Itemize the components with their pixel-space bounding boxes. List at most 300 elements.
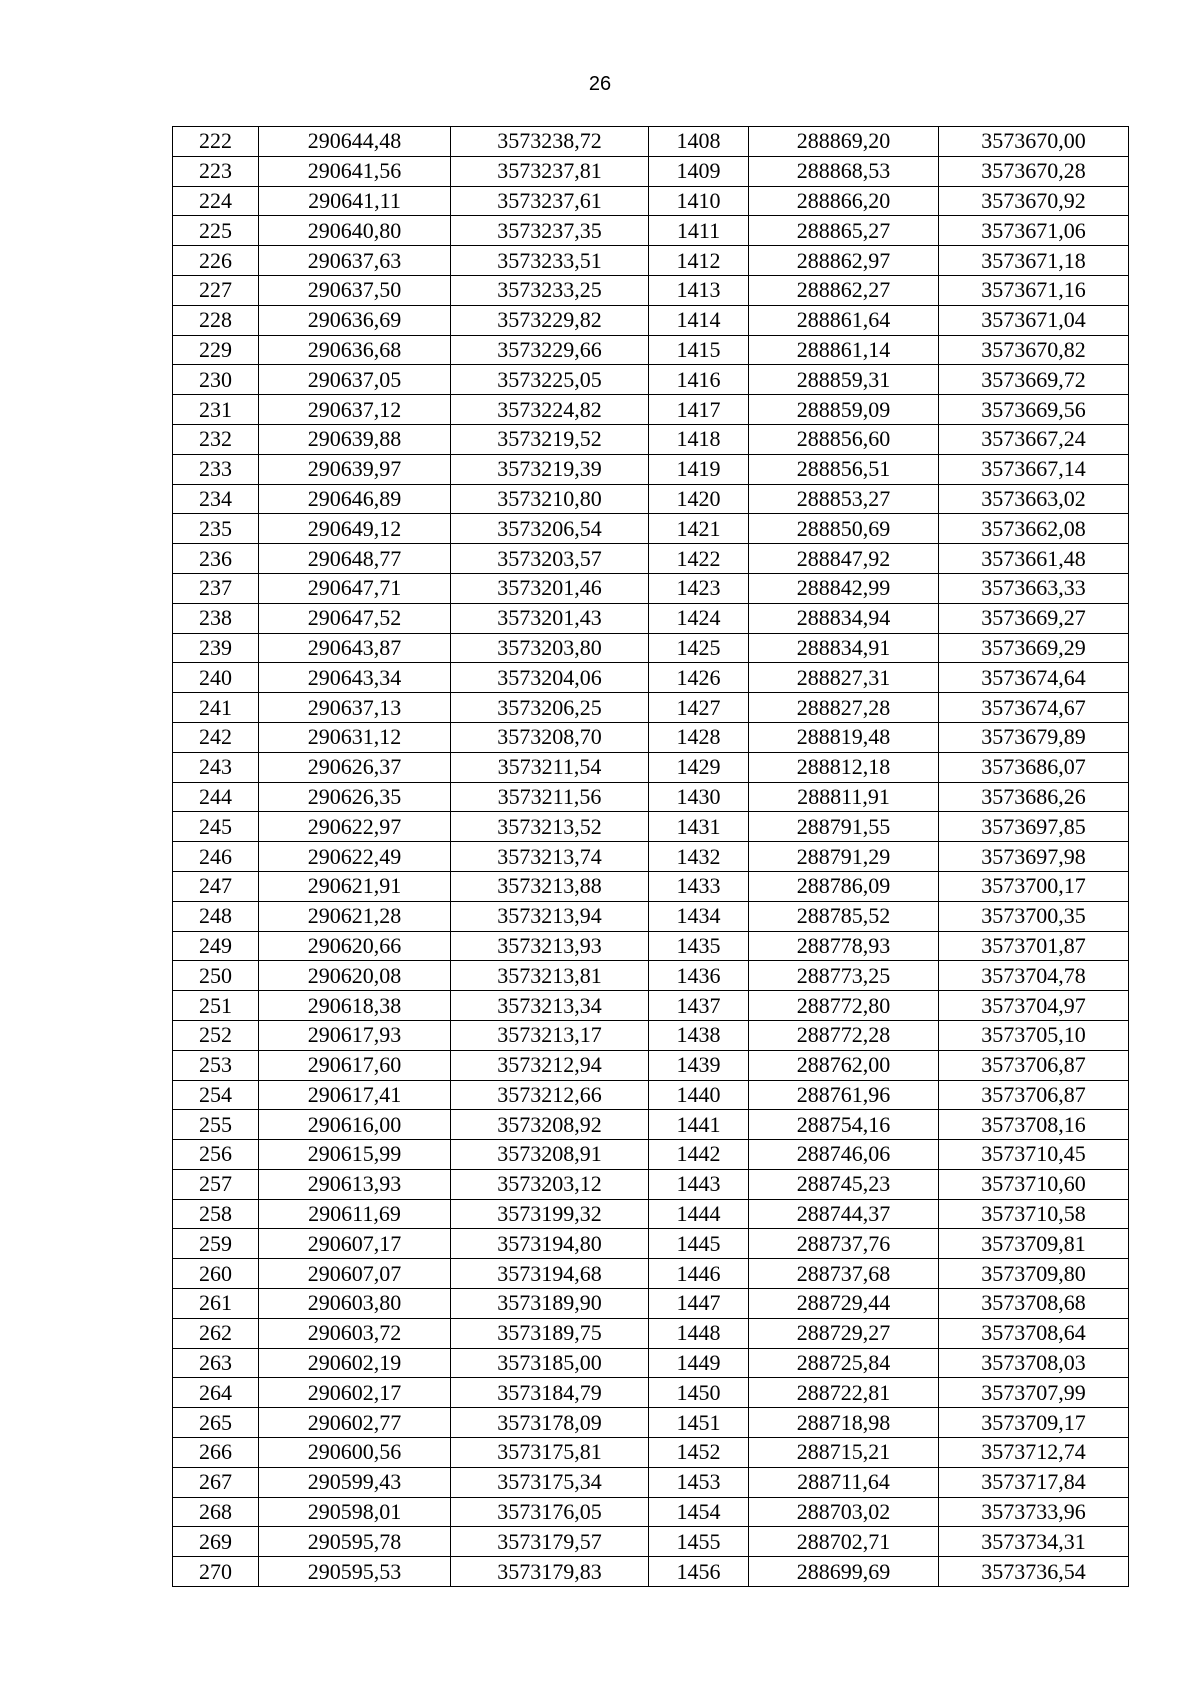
x-coordinate-a-cell: 290639,88: [259, 424, 451, 454]
x-coordinate-a-cell: 290637,05: [259, 365, 451, 395]
y-coordinate-b-cell: 3573697,85: [939, 812, 1129, 842]
x-coordinate-a-cell: 290607,17: [259, 1229, 451, 1259]
point-number-a-cell: 232: [173, 424, 259, 454]
point-number-a-cell: 230: [173, 365, 259, 395]
y-coordinate-b-cell: 3573705,10: [939, 1020, 1129, 1050]
x-coordinate-a-cell: 290647,52: [259, 603, 451, 633]
point-number-b-cell: 1455: [649, 1527, 749, 1557]
point-number-a-cell: 247: [173, 871, 259, 901]
y-coordinate-b-cell: 3573710,58: [939, 1199, 1129, 1229]
point-number-b-cell: 1442: [649, 1140, 749, 1170]
x-coordinate-b-cell: 288791,55: [749, 812, 939, 842]
x-coordinate-a-cell: 290602,77: [259, 1408, 451, 1438]
point-number-a-cell: 245: [173, 812, 259, 842]
point-number-a-cell: 238: [173, 603, 259, 633]
y-coordinate-a-cell: 3573189,90: [451, 1289, 649, 1319]
table-row: [173, 335, 1129, 365]
x-coordinate-b-cell: 288722,81: [749, 1378, 939, 1408]
y-coordinate-b-cell: 3573709,17: [939, 1408, 1129, 1438]
point-number-b-cell: 1445: [649, 1229, 749, 1259]
y-coordinate-b-cell: 3573669,29: [939, 633, 1129, 663]
y-coordinate-a-cell: 3573204,06: [451, 663, 649, 693]
x-coordinate-a-cell: 290617,41: [259, 1080, 451, 1110]
point-number-a-cell: 260: [173, 1259, 259, 1289]
y-coordinate-a-cell: 3573225,05: [451, 365, 649, 395]
y-coordinate-a-cell: 3573233,25: [451, 275, 649, 305]
point-number-a-cell: 249: [173, 931, 259, 961]
y-coordinate-b-cell: 3573717,84: [939, 1467, 1129, 1497]
y-coordinate-a-cell: 3573229,66: [451, 335, 649, 365]
table-row: [173, 991, 1129, 1021]
table-row: [173, 275, 1129, 305]
coordinates-table-body: [173, 127, 1129, 1587]
x-coordinate-a-cell: 290616,00: [259, 1110, 451, 1140]
y-coordinate-a-cell: 3573175,81: [451, 1438, 649, 1468]
point-number-b-cell: 1438: [649, 1020, 749, 1050]
point-number-a-cell: 224: [173, 186, 259, 216]
y-coordinate-b-cell: 3573706,87: [939, 1050, 1129, 1080]
x-coordinate-b-cell: 288711,64: [749, 1467, 939, 1497]
y-coordinate-a-cell: 3573203,57: [451, 544, 649, 574]
x-coordinate-a-cell: 290620,08: [259, 961, 451, 991]
point-number-a-cell: 252: [173, 1020, 259, 1050]
y-coordinate-b-cell: 3573670,82: [939, 335, 1129, 365]
x-coordinate-a-cell: 290602,19: [259, 1348, 451, 1378]
table-row: [173, 246, 1129, 276]
y-coordinate-a-cell: 3573213,74: [451, 842, 649, 872]
table-row: [173, 961, 1129, 991]
point-number-a-cell: 226: [173, 246, 259, 276]
x-coordinate-a-cell: 290603,80: [259, 1289, 451, 1319]
point-number-b-cell: 1454: [649, 1497, 749, 1527]
point-number-a-cell: 257: [173, 1169, 259, 1199]
y-coordinate-a-cell: 3573176,05: [451, 1497, 649, 1527]
point-number-b-cell: 1444: [649, 1199, 749, 1229]
x-coordinate-b-cell: 288729,44: [749, 1289, 939, 1319]
y-coordinate-b-cell: 3573679,89: [939, 722, 1129, 752]
x-coordinate-b-cell: 288834,91: [749, 633, 939, 663]
x-coordinate-a-cell: 290636,68: [259, 335, 451, 365]
y-coordinate-b-cell: 3573700,17: [939, 871, 1129, 901]
x-coordinate-b-cell: 288737,76: [749, 1229, 939, 1259]
point-number-b-cell: 1437: [649, 991, 749, 1021]
table-row: [173, 1557, 1129, 1587]
x-coordinate-b-cell: 288699,69: [749, 1557, 939, 1587]
point-number-a-cell: 262: [173, 1318, 259, 1348]
y-coordinate-b-cell: 3573669,56: [939, 395, 1129, 425]
y-coordinate-b-cell: 3573663,02: [939, 484, 1129, 514]
point-number-a-cell: 228: [173, 305, 259, 335]
x-coordinate-a-cell: 290637,50: [259, 275, 451, 305]
table-row: [173, 931, 1129, 961]
x-coordinate-b-cell: 288761,96: [749, 1080, 939, 1110]
x-coordinate-b-cell: 288762,00: [749, 1050, 939, 1080]
y-coordinate-b-cell: 3573697,98: [939, 842, 1129, 872]
point-number-b-cell: 1429: [649, 752, 749, 782]
point-number-a-cell: 255: [173, 1110, 259, 1140]
y-coordinate-a-cell: 3573224,82: [451, 395, 649, 425]
point-number-a-cell: 266: [173, 1438, 259, 1468]
table-row: [173, 424, 1129, 454]
x-coordinate-a-cell: 290626,35: [259, 782, 451, 812]
table-row: [173, 782, 1129, 812]
y-coordinate-b-cell: 3573663,33: [939, 573, 1129, 603]
y-coordinate-a-cell: 3573212,94: [451, 1050, 649, 1080]
y-coordinate-b-cell: 3573708,03: [939, 1348, 1129, 1378]
point-number-b-cell: 1409: [649, 156, 749, 186]
x-coordinate-a-cell: 290643,87: [259, 633, 451, 663]
point-number-b-cell: 1434: [649, 901, 749, 931]
y-coordinate-a-cell: 3573211,56: [451, 782, 649, 812]
point-number-b-cell: 1423: [649, 573, 749, 603]
y-coordinate-b-cell: 3573674,67: [939, 693, 1129, 723]
point-number-b-cell: 1449: [649, 1348, 749, 1378]
y-coordinate-a-cell: 3573179,83: [451, 1557, 649, 1587]
point-number-a-cell: 225: [173, 216, 259, 246]
x-coordinate-a-cell: 290626,37: [259, 752, 451, 782]
point-number-a-cell: 229: [173, 335, 259, 365]
x-coordinate-b-cell: 288718,98: [749, 1408, 939, 1438]
table-row: [173, 514, 1129, 544]
x-coordinate-b-cell: 288856,51: [749, 454, 939, 484]
x-coordinate-a-cell: 290643,34: [259, 663, 451, 693]
table-row: [173, 1050, 1129, 1080]
y-coordinate-a-cell: 3573210,80: [451, 484, 649, 514]
x-coordinate-b-cell: 288772,80: [749, 991, 939, 1021]
y-coordinate-a-cell: 3573212,66: [451, 1080, 649, 1110]
y-coordinate-a-cell: 3573184,79: [451, 1378, 649, 1408]
y-coordinate-a-cell: 3573208,92: [451, 1110, 649, 1140]
y-coordinate-a-cell: 3573179,57: [451, 1527, 649, 1557]
point-number-b-cell: 1435: [649, 931, 749, 961]
point-number-a-cell: 235: [173, 514, 259, 544]
point-number-a-cell: 236: [173, 544, 259, 574]
y-coordinate-b-cell: 3573736,54: [939, 1557, 1129, 1587]
point-number-a-cell: 234: [173, 484, 259, 514]
point-number-a-cell: 239: [173, 633, 259, 663]
y-coordinate-a-cell: 3573189,75: [451, 1318, 649, 1348]
x-coordinate-a-cell: 290636,69: [259, 305, 451, 335]
y-coordinate-b-cell: 3573733,96: [939, 1497, 1129, 1527]
point-number-b-cell: 1430: [649, 782, 749, 812]
y-coordinate-a-cell: 3573203,12: [451, 1169, 649, 1199]
y-coordinate-a-cell: 3573175,34: [451, 1467, 649, 1497]
x-coordinate-a-cell: 290603,72: [259, 1318, 451, 1348]
x-coordinate-a-cell: 290607,07: [259, 1259, 451, 1289]
x-coordinate-a-cell: 290599,43: [259, 1467, 451, 1497]
x-coordinate-a-cell: 290647,71: [259, 573, 451, 603]
x-coordinate-b-cell: 288812,18: [749, 752, 939, 782]
x-coordinate-a-cell: 290621,28: [259, 901, 451, 931]
table-row: [173, 573, 1129, 603]
x-coordinate-a-cell: 290644,48: [259, 127, 451, 157]
x-coordinate-b-cell: 288791,29: [749, 842, 939, 872]
x-coordinate-a-cell: 290646,89: [259, 484, 451, 514]
point-number-b-cell: 1436: [649, 961, 749, 991]
table-row: [173, 1318, 1129, 1348]
table-row: [173, 127, 1129, 157]
y-coordinate-b-cell: 3573709,81: [939, 1229, 1129, 1259]
y-coordinate-a-cell: 3573185,00: [451, 1348, 649, 1378]
y-coordinate-a-cell: 3573213,93: [451, 931, 649, 961]
x-coordinate-b-cell: 288786,09: [749, 871, 939, 901]
x-coordinate-a-cell: 290595,78: [259, 1527, 451, 1557]
point-number-a-cell: 251: [173, 991, 259, 1021]
y-coordinate-a-cell: 3573237,61: [451, 186, 649, 216]
y-coordinate-a-cell: 3573201,46: [451, 573, 649, 603]
y-coordinate-a-cell: 3573203,80: [451, 633, 649, 663]
point-number-b-cell: 1416: [649, 365, 749, 395]
table-row: [173, 1140, 1129, 1170]
point-number-b-cell: 1425: [649, 633, 749, 663]
point-number-b-cell: 1408: [649, 127, 749, 157]
point-number-a-cell: 267: [173, 1467, 259, 1497]
point-number-b-cell: 1439: [649, 1050, 749, 1080]
x-coordinate-a-cell: 290649,12: [259, 514, 451, 544]
x-coordinate-b-cell: 288827,28: [749, 693, 939, 723]
table-row: [173, 1527, 1129, 1557]
point-number-b-cell: 1420: [649, 484, 749, 514]
point-number-b-cell: 1456: [649, 1557, 749, 1587]
y-coordinate-a-cell: 3573201,43: [451, 603, 649, 633]
table-row: [173, 1348, 1129, 1378]
x-coordinate-b-cell: 288746,06: [749, 1140, 939, 1170]
point-number-b-cell: 1417: [649, 395, 749, 425]
x-coordinate-b-cell: 288702,71: [749, 1527, 939, 1557]
point-number-b-cell: 1414: [649, 305, 749, 335]
table-row: [173, 216, 1129, 246]
table-row: [173, 1110, 1129, 1140]
x-coordinate-b-cell: 288778,93: [749, 931, 939, 961]
y-coordinate-a-cell: 3573208,91: [451, 1140, 649, 1170]
x-coordinate-b-cell: 288869,20: [749, 127, 939, 157]
point-number-b-cell: 1411: [649, 216, 749, 246]
x-coordinate-b-cell: 288773,25: [749, 961, 939, 991]
table-row: [173, 305, 1129, 335]
y-coordinate-b-cell: 3573708,16: [939, 1110, 1129, 1140]
point-number-a-cell: 223: [173, 156, 259, 186]
y-coordinate-b-cell: 3573670,28: [939, 156, 1129, 186]
y-coordinate-b-cell: 3573704,78: [939, 961, 1129, 991]
coordinates-table: [172, 126, 1129, 1587]
point-number-b-cell: 1413: [649, 275, 749, 305]
table-row: [173, 1467, 1129, 1497]
y-coordinate-b-cell: 3573669,27: [939, 603, 1129, 633]
point-number-a-cell: 269: [173, 1527, 259, 1557]
table-row: [173, 1438, 1129, 1468]
point-number-b-cell: 1421: [649, 514, 749, 544]
x-coordinate-b-cell: 288859,09: [749, 395, 939, 425]
x-coordinate-b-cell: 288847,92: [749, 544, 939, 574]
x-coordinate-b-cell: 288859,31: [749, 365, 939, 395]
y-coordinate-a-cell: 3573213,34: [451, 991, 649, 1021]
point-number-b-cell: 1431: [649, 812, 749, 842]
point-number-a-cell: 250: [173, 961, 259, 991]
table-row: [173, 1080, 1129, 1110]
y-coordinate-b-cell: 3573700,35: [939, 901, 1129, 931]
x-coordinate-b-cell: 288853,27: [749, 484, 939, 514]
table-row: [173, 663, 1129, 693]
table-row: [173, 693, 1129, 723]
point-number-b-cell: 1426: [649, 663, 749, 693]
x-coordinate-b-cell: 288744,37: [749, 1199, 939, 1229]
x-coordinate-b-cell: 288842,99: [749, 573, 939, 603]
y-coordinate-a-cell: 3573194,80: [451, 1229, 649, 1259]
table-row: [173, 722, 1129, 752]
point-number-a-cell: 237: [173, 573, 259, 603]
x-coordinate-b-cell: 288772,28: [749, 1020, 939, 1050]
x-coordinate-b-cell: 288865,27: [749, 216, 939, 246]
point-number-a-cell: 259: [173, 1229, 259, 1259]
y-coordinate-b-cell: 3573667,24: [939, 424, 1129, 454]
x-coordinate-b-cell: 288745,23: [749, 1169, 939, 1199]
point-number-b-cell: 1410: [649, 186, 749, 216]
x-coordinate-a-cell: 290620,66: [259, 931, 451, 961]
page-number: 26: [588, 73, 612, 95]
point-number-a-cell: 227: [173, 275, 259, 305]
y-coordinate-b-cell: 3573701,87: [939, 931, 1129, 961]
point-number-b-cell: 1441: [649, 1110, 749, 1140]
x-coordinate-a-cell: 290615,99: [259, 1140, 451, 1170]
point-number-b-cell: 1452: [649, 1438, 749, 1468]
y-coordinate-a-cell: 3573213,52: [451, 812, 649, 842]
x-coordinate-b-cell: 288856,60: [749, 424, 939, 454]
x-coordinate-a-cell: 290631,12: [259, 722, 451, 752]
y-coordinate-b-cell: 3573671,06: [939, 216, 1129, 246]
point-number-b-cell: 1440: [649, 1080, 749, 1110]
table-row: [173, 901, 1129, 931]
table-row: [173, 1169, 1129, 1199]
table-row: [173, 842, 1129, 872]
point-number-a-cell: 265: [173, 1408, 259, 1438]
table-row: [173, 395, 1129, 425]
point-number-b-cell: 1447: [649, 1289, 749, 1319]
point-number-a-cell: 263: [173, 1348, 259, 1378]
y-coordinate-b-cell: 3573669,72: [939, 365, 1129, 395]
y-coordinate-b-cell: 3573670,92: [939, 186, 1129, 216]
x-coordinate-a-cell: 290617,60: [259, 1050, 451, 1080]
point-number-b-cell: 1428: [649, 722, 749, 752]
x-coordinate-a-cell: 290622,49: [259, 842, 451, 872]
table-row: [173, 812, 1129, 842]
x-coordinate-a-cell: 290617,93: [259, 1020, 451, 1050]
y-coordinate-b-cell: 3573704,97: [939, 991, 1129, 1021]
point-number-a-cell: 244: [173, 782, 259, 812]
point-number-a-cell: 253: [173, 1050, 259, 1080]
y-coordinate-a-cell: 3573213,17: [451, 1020, 649, 1050]
x-coordinate-a-cell: 290637,63: [259, 246, 451, 276]
y-coordinate-a-cell: 3573219,39: [451, 454, 649, 484]
y-coordinate-a-cell: 3573213,81: [451, 961, 649, 991]
x-coordinate-b-cell: 288819,48: [749, 722, 939, 752]
table-row: [173, 633, 1129, 663]
point-number-b-cell: 1446: [649, 1259, 749, 1289]
x-coordinate-a-cell: 290639,97: [259, 454, 451, 484]
x-coordinate-b-cell: 288827,31: [749, 663, 939, 693]
table-row: [173, 365, 1129, 395]
point-number-a-cell: 246: [173, 842, 259, 872]
point-number-b-cell: 1443: [649, 1169, 749, 1199]
table-row: [173, 1408, 1129, 1438]
y-coordinate-b-cell: 3573710,45: [939, 1140, 1129, 1170]
x-coordinate-a-cell: 290637,12: [259, 395, 451, 425]
point-number-b-cell: 1432: [649, 842, 749, 872]
table-row: [173, 544, 1129, 574]
point-number-a-cell: 258: [173, 1199, 259, 1229]
point-number-b-cell: 1448: [649, 1318, 749, 1348]
x-coordinate-a-cell: 290621,91: [259, 871, 451, 901]
point-number-a-cell: 270: [173, 1557, 259, 1587]
x-coordinate-b-cell: 288785,52: [749, 901, 939, 931]
y-coordinate-b-cell: 3573734,31: [939, 1527, 1129, 1557]
y-coordinate-a-cell: 3573238,72: [451, 127, 649, 157]
point-number-b-cell: 1424: [649, 603, 749, 633]
point-number-a-cell: 231: [173, 395, 259, 425]
x-coordinate-a-cell: 290600,56: [259, 1438, 451, 1468]
table-row: [173, 1020, 1129, 1050]
point-number-b-cell: 1433: [649, 871, 749, 901]
y-coordinate-b-cell: 3573710,60: [939, 1169, 1129, 1199]
x-coordinate-b-cell: 288866,20: [749, 186, 939, 216]
x-coordinate-a-cell: 290618,38: [259, 991, 451, 1021]
x-coordinate-a-cell: 290613,93: [259, 1169, 451, 1199]
y-coordinate-a-cell: 3573194,68: [451, 1259, 649, 1289]
point-number-a-cell: 264: [173, 1378, 259, 1408]
point-number-a-cell: 233: [173, 454, 259, 484]
x-coordinate-b-cell: 288862,97: [749, 246, 939, 276]
point-number-b-cell: 1451: [649, 1408, 749, 1438]
table-row: [173, 752, 1129, 782]
y-coordinate-a-cell: 3573233,51: [451, 246, 649, 276]
x-coordinate-b-cell: 288811,91: [749, 782, 939, 812]
y-coordinate-b-cell: 3573662,08: [939, 514, 1129, 544]
x-coordinate-b-cell: 288861,14: [749, 335, 939, 365]
x-coordinate-b-cell: 288737,68: [749, 1259, 939, 1289]
y-coordinate-b-cell: 3573671,16: [939, 275, 1129, 305]
x-coordinate-a-cell: 290641,56: [259, 156, 451, 186]
x-coordinate-a-cell: 290602,17: [259, 1378, 451, 1408]
y-coordinate-b-cell: 3573671,18: [939, 246, 1129, 276]
table-row: [173, 603, 1129, 633]
point-number-a-cell: 242: [173, 722, 259, 752]
point-number-b-cell: 1427: [649, 693, 749, 723]
y-coordinate-b-cell: 3573706,87: [939, 1080, 1129, 1110]
table-row: [173, 1497, 1129, 1527]
point-number-b-cell: 1422: [649, 544, 749, 574]
table-row: [173, 1229, 1129, 1259]
x-coordinate-b-cell: 288850,69: [749, 514, 939, 544]
y-coordinate-b-cell: 3573686,26: [939, 782, 1129, 812]
y-coordinate-b-cell: 3573670,00: [939, 127, 1129, 157]
x-coordinate-a-cell: 290640,80: [259, 216, 451, 246]
y-coordinate-b-cell: 3573709,80: [939, 1259, 1129, 1289]
point-number-a-cell: 243: [173, 752, 259, 782]
y-coordinate-a-cell: 3573213,94: [451, 901, 649, 931]
y-coordinate-a-cell: 3573211,54: [451, 752, 649, 782]
y-coordinate-b-cell: 3573708,64: [939, 1318, 1129, 1348]
point-number-b-cell: 1453: [649, 1467, 749, 1497]
x-coordinate-b-cell: 288703,02: [749, 1497, 939, 1527]
y-coordinate-b-cell: 3573708,68: [939, 1289, 1129, 1319]
point-number-b-cell: 1415: [649, 335, 749, 365]
y-coordinate-a-cell: 3573213,88: [451, 871, 649, 901]
point-number-b-cell: 1418: [649, 424, 749, 454]
x-coordinate-b-cell: 288729,27: [749, 1318, 939, 1348]
y-coordinate-a-cell: 3573208,70: [451, 722, 649, 752]
y-coordinate-b-cell: 3573661,48: [939, 544, 1129, 574]
x-coordinate-a-cell: 290611,69: [259, 1199, 451, 1229]
point-number-a-cell: 240: [173, 663, 259, 693]
